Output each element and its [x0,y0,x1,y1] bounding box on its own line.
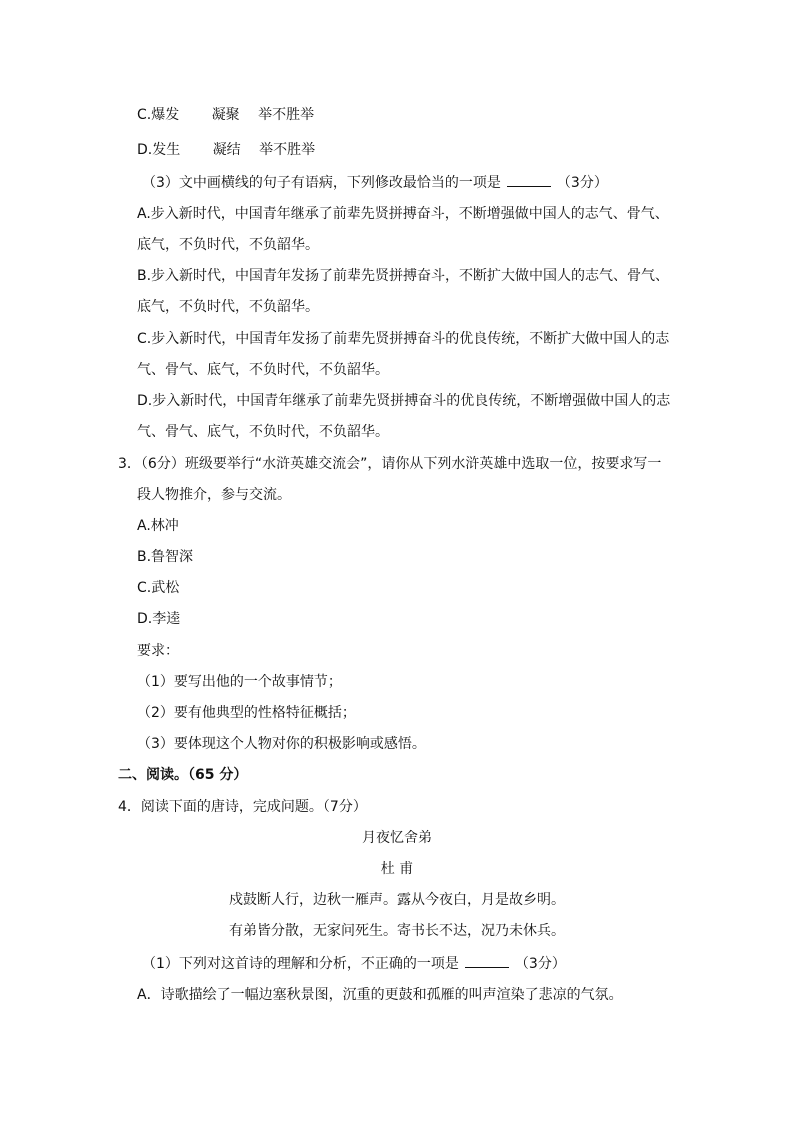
poem-title: 月夜忆舍弟 [362,830,432,846]
option-d-line [137,140,315,160]
requirement-3: （3）要体现这个人物对你的积极影响或感悟。 [137,736,426,752]
requirement-2: （2）要有他典型的性格特征概括； [137,705,356,721]
hero-option-b: B.鲁智深 [137,549,194,565]
option-c-word3: 举不胜举 [258,107,315,123]
option-c-line1: C.步入新时代，中国青年发扬了前辈先贤拼搏奋斗的优良传统，不断扩大做中国人的志 [137,331,670,347]
poem-line-2: 有弟皆分散，无家问死生。寄书长不达，况乃未休兵。 [229,923,565,939]
option-c-line [137,105,314,125]
option-d-word2: 凝结 [212,142,241,158]
question-2-3-score: （3分） [556,175,608,191]
question-4-1-text: （1）下列对这首诗的理解和分析，不正确的一项是 [142,956,459,972]
section-2-heading: 二、阅读。（65 分） [118,767,248,783]
question-4-1 [142,953,566,974]
question-3-line1: 3．（6分）班级要举行“水浒英雄交流会”，请你从下列水浒英雄中选取一位，按要求写一 [118,456,662,472]
poem-author: 杜 甫 [380,861,414,877]
hero-option-c: C.武松 [137,580,180,596]
option-b-line1: B.步入新时代，中国青年发扬了前辈先贤拼搏奋斗，不断扩大做中国人的志气、骨气、 [137,268,670,284]
option-d-label: D.发生 [137,142,181,158]
option-c-line2: 气、骨气、底气，不负时代，不负韶华。 [137,362,389,378]
option-a-line1: A.步入新时代，中国青年继承了前辈先贤拼搏奋斗，不断增强做中国人的志气、骨气、 [137,206,669,222]
question-4-1-score: （3分） [514,956,566,972]
question-4-intro: 4．阅读下面的唐诗，完成问题。（7分） [118,799,367,815]
option-c-label: C.爆发 [137,107,180,123]
option-c-word2: 凝聚 [211,107,240,123]
poem-line-1: 戍鼓断人行，边秋一雁声。露从今夜白，月是故乡明。 [229,892,565,908]
answer-blank[interactable] [507,172,551,187]
hero-option-d: D.李逵 [137,611,181,627]
answer-blank[interactable] [465,953,509,968]
requirements-title: 要求： [137,643,179,659]
requirement-1: （1）要写出他的一个故事情节； [137,674,342,690]
option-a-line2: 底气，不负时代，不负韶华。 [137,237,319,253]
question-2-3 [142,172,608,193]
option-b-line2: 底气，不负时代，不负韶华。 [137,299,319,315]
question-2-3-text: （3）文中画横线的句子有语病，下列修改最恰当的一项是 [142,175,501,191]
hero-option-a: A.林冲 [137,518,179,534]
question-3-line2: 段人物推介，参与交流。 [137,487,291,503]
option-d-line1: D.步入新时代，中国青年继承了前辈先贤拼搏奋斗的优良传统，不断增强做中国人的志 [137,393,671,409]
option-d-line2: 气、骨气、底气，不负时代，不负韶华。 [137,424,389,440]
question-4-1-option-a: A．诗歌描绘了一幅边塞秋景图，沉重的更鼓和孤雁的叫声渲染了悲凉的气氛。 [137,987,623,1003]
option-d-word3: 举不胜举 [259,142,316,158]
